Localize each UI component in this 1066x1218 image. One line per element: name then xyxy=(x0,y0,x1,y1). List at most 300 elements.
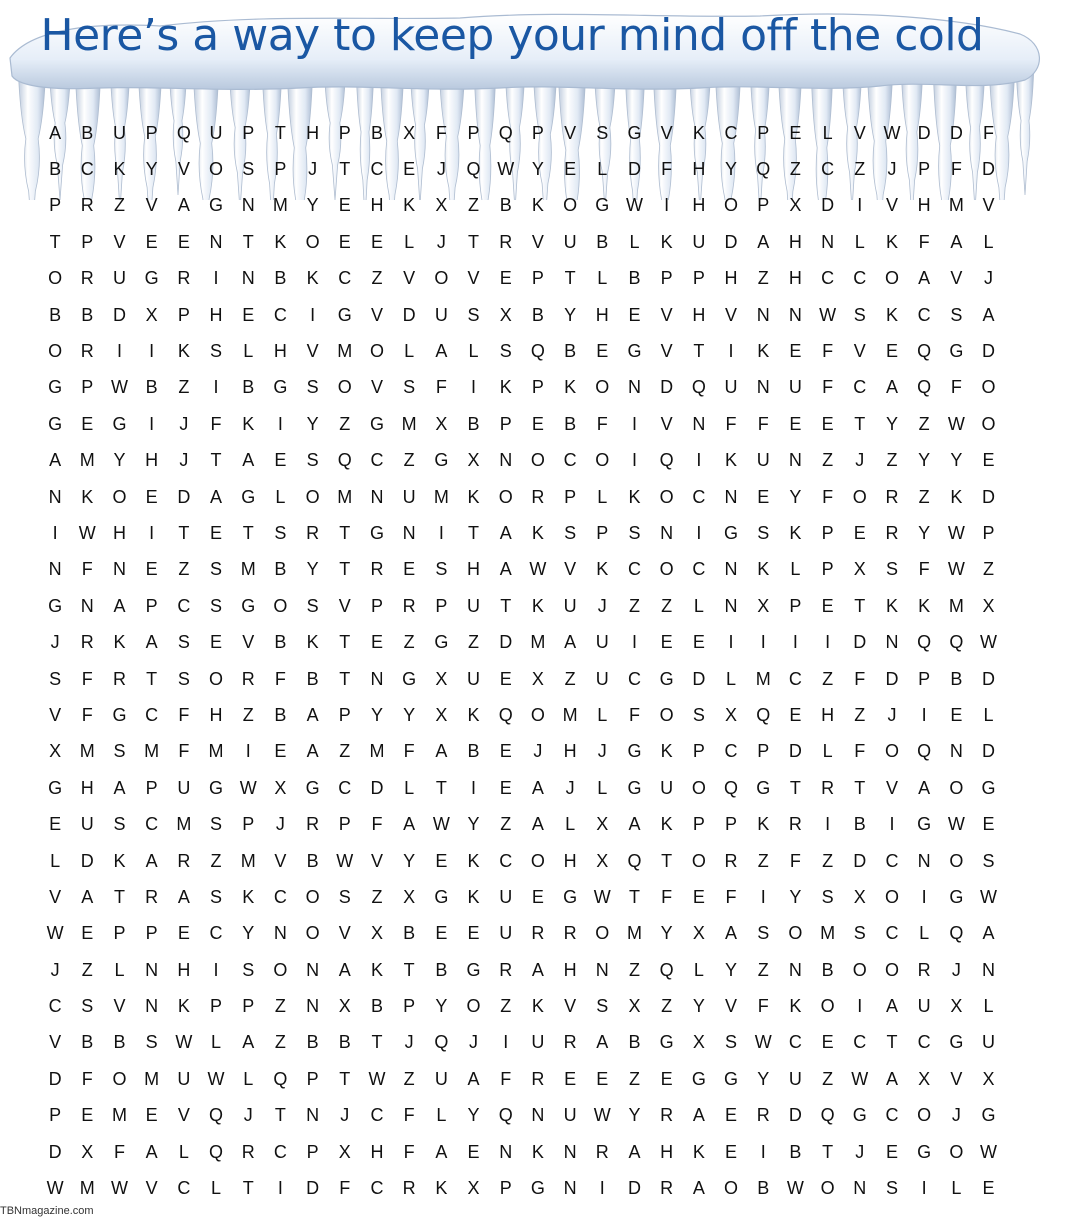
grid-letter[interactable]: L xyxy=(951,1178,962,1199)
grid-letter[interactable]: H xyxy=(177,959,191,980)
grid-letter[interactable]: C xyxy=(692,486,706,507)
grid-letter[interactable]: Y xyxy=(660,923,673,944)
grid-letter[interactable]: P xyxy=(499,1178,512,1199)
grid-letter[interactable]: P xyxy=(531,377,544,398)
grid-letter[interactable]: R xyxy=(402,595,416,616)
grid-letter[interactable]: N xyxy=(306,1105,320,1126)
grid-letter[interactable]: L xyxy=(983,704,994,725)
grid-letter[interactable]: K xyxy=(403,195,416,216)
grid-letter[interactable]: Y xyxy=(145,159,158,180)
grid-letter[interactable]: L xyxy=(597,777,608,798)
grid-letter[interactable]: M xyxy=(626,923,642,944)
grid-letter[interactable]: K xyxy=(113,632,126,653)
grid-letter[interactable]: Z xyxy=(628,1068,640,1089)
grid-letter[interactable]: O xyxy=(305,923,320,944)
grid-letter[interactable]: P xyxy=(338,704,351,725)
grid-letter[interactable]: P xyxy=(531,122,544,143)
grid-letter[interactable]: Y xyxy=(306,195,319,216)
grid-letter[interactable]: K xyxy=(113,159,126,180)
grid-letter[interactable]: T xyxy=(339,559,351,580)
grid-letter[interactable]: V xyxy=(145,1178,158,1199)
grid-letter[interactable]: V xyxy=(660,304,673,325)
grid-letter[interactable]: T xyxy=(435,777,447,798)
grid-letter[interactable]: B xyxy=(145,377,158,398)
grid-letter[interactable]: E xyxy=(564,1068,577,1089)
grid-letter[interactable]: K xyxy=(531,1141,544,1162)
grid-letter[interactable]: A xyxy=(531,814,544,835)
grid-letter[interactable]: T xyxy=(242,1178,254,1199)
grid-letter[interactable]: O xyxy=(273,959,288,980)
grid-letter[interactable]: T xyxy=(403,959,415,980)
grid-letter[interactable]: M xyxy=(337,486,353,507)
grid-letter[interactable]: R xyxy=(80,632,94,653)
grid-letter[interactable]: U xyxy=(982,1032,996,1053)
grid-letter[interactable]: Z xyxy=(178,377,190,398)
grid-letter[interactable]: P xyxy=(145,923,158,944)
grid-letter[interactable]: G xyxy=(112,704,127,725)
grid-letter[interactable]: O xyxy=(981,413,996,434)
grid-letter[interactable]: X xyxy=(499,304,512,325)
grid-letter[interactable]: X xyxy=(435,195,448,216)
grid-letter[interactable]: N xyxy=(370,486,384,507)
grid-letter[interactable]: E xyxy=(338,231,351,252)
grid-letter[interactable]: O xyxy=(852,959,867,980)
grid-letter[interactable]: Z xyxy=(757,850,769,871)
grid-letter[interactable]: B xyxy=(467,413,480,434)
grid-letter[interactable]: R xyxy=(885,486,899,507)
grid-letter[interactable]: A xyxy=(692,1105,705,1126)
grid-letter[interactable]: W xyxy=(497,159,515,180)
grid-letter[interactable]: N xyxy=(595,959,609,980)
grid-letter[interactable]: C xyxy=(370,1178,384,1199)
grid-letter[interactable]: O xyxy=(852,486,867,507)
grid-letter[interactable]: L xyxy=(404,341,415,362)
grid-letter[interactable]: L xyxy=(211,1178,222,1199)
grid-letter[interactable]: E xyxy=(885,1141,898,1162)
grid-letter[interactable]: P xyxy=(821,559,834,580)
grid-letter[interactable]: I xyxy=(438,522,444,543)
grid-letter[interactable]: X xyxy=(692,1032,705,1053)
grid-letter[interactable]: Y xyxy=(757,1068,770,1089)
grid-letter[interactable]: S xyxy=(49,668,62,689)
grid-letter[interactable]: T xyxy=(339,668,351,689)
grid-letter[interactable]: V xyxy=(370,377,383,398)
grid-letter[interactable]: G xyxy=(949,1032,964,1053)
grid-letter[interactable]: T xyxy=(854,413,866,434)
grid-letter[interactable]: N xyxy=(756,377,770,398)
grid-letter[interactable]: H xyxy=(692,304,706,325)
grid-letter[interactable]: Q xyxy=(498,704,513,725)
grid-letter[interactable]: E xyxy=(145,486,158,507)
grid-letter[interactable]: D xyxy=(788,1105,802,1126)
grid-letter[interactable]: O xyxy=(884,268,899,289)
grid-letter[interactable]: E xyxy=(789,704,802,725)
grid-letter[interactable]: O xyxy=(563,195,578,216)
grid-letter[interactable]: E xyxy=(210,632,223,653)
grid-letter[interactable]: Q xyxy=(917,377,932,398)
grid-letter[interactable]: F xyxy=(757,996,769,1017)
grid-letter[interactable]: C xyxy=(885,850,899,871)
grid-letter[interactable]: J xyxy=(951,1105,961,1126)
grid-letter[interactable]: V xyxy=(306,341,319,362)
grid-letter[interactable]: H xyxy=(306,122,320,143)
grid-letter[interactable]: E xyxy=(660,632,673,653)
grid-letter[interactable]: P xyxy=(918,159,931,180)
grid-letter[interactable]: O xyxy=(498,486,513,507)
grid-letter[interactable]: Z xyxy=(564,668,576,689)
grid-letter[interactable]: Z xyxy=(403,1068,415,1089)
grid-letter[interactable]: Y xyxy=(370,704,383,725)
grid-letter[interactable]: B xyxy=(113,1032,126,1053)
grid-letter[interactable]: R xyxy=(402,1178,416,1199)
grid-letter[interactable]: T xyxy=(822,1141,834,1162)
grid-letter[interactable]: F xyxy=(789,850,801,871)
grid-letter[interactable]: V xyxy=(177,1105,190,1126)
grid-letter[interactable]: W xyxy=(46,923,64,944)
grid-letter[interactable]: B xyxy=(338,1032,351,1053)
grid-letter[interactable]: O xyxy=(724,195,739,216)
grid-letter[interactable]: T xyxy=(178,522,190,543)
grid-letter[interactable]: T xyxy=(854,595,866,616)
grid-letter[interactable]: V xyxy=(885,195,898,216)
grid-letter[interactable]: E xyxy=(596,1068,609,1089)
grid-letter[interactable]: K xyxy=(531,595,544,616)
grid-letter[interactable]: S xyxy=(950,304,963,325)
grid-letter[interactable]: E xyxy=(499,777,512,798)
grid-letter[interactable]: P xyxy=(274,159,287,180)
grid-letter[interactable]: T xyxy=(693,341,705,362)
grid-letter[interactable]: R xyxy=(563,923,577,944)
grid-letter[interactable]: U xyxy=(499,923,513,944)
grid-letter[interactable]: M xyxy=(433,486,449,507)
grid-letter[interactable]: X xyxy=(982,595,995,616)
grid-letter[interactable]: P xyxy=(435,595,448,616)
grid-letter[interactable]: V xyxy=(338,923,351,944)
grid-letter[interactable]: O xyxy=(820,996,835,1017)
grid-letter[interactable]: F xyxy=(81,559,93,580)
grid-letter[interactable]: P xyxy=(789,595,802,616)
grid-letter[interactable]: C xyxy=(177,595,191,616)
grid-letter[interactable]: A xyxy=(435,1141,448,1162)
grid-letter[interactable]: V xyxy=(885,777,898,798)
grid-letter[interactable]: J xyxy=(50,959,60,980)
grid-letter[interactable]: X xyxy=(628,996,641,1017)
grid-letter[interactable]: U xyxy=(434,1068,448,1089)
grid-letter[interactable]: Q xyxy=(949,632,964,653)
grid-letter[interactable]: Y xyxy=(403,850,416,871)
grid-letter[interactable]: G xyxy=(724,1068,739,1089)
grid-letter[interactable]: E xyxy=(757,486,770,507)
grid-letter[interactable]: I xyxy=(116,341,122,362)
grid-letter[interactable]: A xyxy=(145,850,158,871)
grid-letter[interactable]: A xyxy=(628,1141,641,1162)
grid-letter[interactable]: A xyxy=(338,959,351,980)
grid-letter[interactable]: G xyxy=(563,886,578,907)
grid-letter[interactable]: E xyxy=(499,741,512,762)
grid-letter[interactable]: P xyxy=(757,195,770,216)
grid-letter[interactable]: A xyxy=(435,341,448,362)
grid-letter[interactable]: Q xyxy=(176,122,191,143)
grid-letter[interactable]: K xyxy=(306,632,319,653)
grid-letter[interactable]: F xyxy=(918,231,930,252)
grid-letter[interactable]: Q xyxy=(820,1105,835,1126)
grid-letter[interactable]: O xyxy=(595,450,610,471)
grid-letter[interactable]: S xyxy=(242,959,255,980)
grid-letter[interactable]: T xyxy=(274,1105,286,1126)
grid-letter[interactable]: K xyxy=(757,814,770,835)
grid-letter[interactable]: R xyxy=(563,1032,577,1053)
grid-letter[interactable]: U xyxy=(788,377,802,398)
grid-letter[interactable]: W xyxy=(593,886,611,907)
grid-letter[interactable]: M xyxy=(79,450,95,471)
grid-letter[interactable]: A xyxy=(145,1141,158,1162)
grid-letter[interactable]: B xyxy=(49,159,62,180)
grid-letter[interactable]: H xyxy=(692,159,706,180)
grid-letter[interactable]: T xyxy=(210,450,222,471)
grid-letter[interactable]: D xyxy=(982,341,996,362)
grid-letter[interactable]: R xyxy=(595,1141,609,1162)
grid-letter[interactable]: L xyxy=(50,850,61,871)
grid-letter[interactable]: P xyxy=(531,268,544,289)
grid-letter[interactable]: F xyxy=(81,668,93,689)
grid-letter[interactable]: Z xyxy=(661,996,673,1017)
grid-letter[interactable]: R xyxy=(80,195,94,216)
grid-letter[interactable]: E xyxy=(789,341,802,362)
grid-letter[interactable]: Z xyxy=(113,195,125,216)
grid-letter[interactable]: Z xyxy=(886,450,898,471)
grid-letter[interactable]: N xyxy=(563,1141,577,1162)
grid-letter[interactable]: U xyxy=(177,1068,191,1089)
grid-letter[interactable]: U xyxy=(595,632,609,653)
grid-letter[interactable]: O xyxy=(981,377,996,398)
grid-letter[interactable]: V xyxy=(403,268,416,289)
grid-letter[interactable]: X xyxy=(81,1141,94,1162)
grid-letter[interactable]: E xyxy=(853,522,866,543)
grid-letter[interactable]: L xyxy=(404,777,415,798)
grid-letter[interactable]: E xyxy=(177,231,190,252)
grid-letter[interactable]: X xyxy=(403,886,416,907)
grid-letter[interactable]: X xyxy=(918,1068,931,1089)
grid-letter[interactable]: R xyxy=(80,268,94,289)
grid-letter[interactable]: R xyxy=(917,959,931,980)
grid-letter[interactable]: J xyxy=(243,1105,253,1126)
grid-letter[interactable]: K xyxy=(467,704,480,725)
grid-letter[interactable]: G xyxy=(144,268,159,289)
grid-letter[interactable]: I xyxy=(760,632,766,653)
grid-letter[interactable]: L xyxy=(597,704,608,725)
grid-letter[interactable]: O xyxy=(659,559,674,580)
grid-letter[interactable]: B xyxy=(789,1141,802,1162)
grid-letter[interactable]: E xyxy=(596,341,609,362)
grid-letter[interactable]: U xyxy=(402,486,416,507)
grid-letter[interactable]: D xyxy=(402,304,416,325)
grid-letter[interactable]: L xyxy=(854,231,865,252)
grid-letter[interactable]: R xyxy=(177,850,191,871)
grid-letter[interactable]: W xyxy=(883,122,901,143)
grid-letter[interactable]: Z xyxy=(822,1068,834,1089)
grid-letter[interactable]: P xyxy=(692,268,705,289)
grid-letter[interactable]: W xyxy=(947,413,965,434)
grid-letter[interactable]: O xyxy=(305,886,320,907)
grid-letter[interactable]: I xyxy=(277,1178,283,1199)
grid-letter[interactable]: E xyxy=(628,304,641,325)
grid-letter[interactable]: S xyxy=(210,814,223,835)
grid-letter[interactable]: N xyxy=(499,1141,513,1162)
grid-letter[interactable]: X xyxy=(789,195,802,216)
grid-letter[interactable]: E xyxy=(950,704,963,725)
grid-letter[interactable]: S xyxy=(210,886,223,907)
grid-letter[interactable]: E xyxy=(177,923,190,944)
grid-letter[interactable]: K xyxy=(274,231,287,252)
grid-letter[interactable]: F xyxy=(403,1105,415,1126)
grid-letter[interactable]: K xyxy=(242,413,255,434)
grid-letter[interactable]: F xyxy=(403,741,415,762)
grid-letter[interactable]: J xyxy=(340,1105,350,1126)
grid-letter[interactable]: A xyxy=(177,886,190,907)
grid-letter[interactable]: L xyxy=(178,1141,189,1162)
grid-letter[interactable]: U xyxy=(756,450,770,471)
grid-letter[interactable]: I xyxy=(825,632,831,653)
grid-letter[interactable]: K xyxy=(531,996,544,1017)
grid-letter[interactable]: S xyxy=(725,1032,738,1053)
grid-letter[interactable]: Q xyxy=(917,741,932,762)
grid-letter[interactable]: E xyxy=(725,1105,738,1126)
grid-letter[interactable]: O xyxy=(434,268,449,289)
grid-letter[interactable]: J xyxy=(275,814,285,835)
grid-letter[interactable]: Y xyxy=(531,159,544,180)
grid-letter[interactable]: R xyxy=(660,1178,674,1199)
grid-letter[interactable]: E xyxy=(242,304,255,325)
grid-letter[interactable]: E xyxy=(210,522,223,543)
grid-letter[interactable]: V xyxy=(564,122,577,143)
grid-letter[interactable]: V xyxy=(467,268,480,289)
grid-letter[interactable]: H xyxy=(563,850,577,871)
grid-letter[interactable]: W xyxy=(947,814,965,835)
grid-letter[interactable]: Q xyxy=(209,1105,224,1126)
grid-letter[interactable]: H xyxy=(209,704,223,725)
grid-letter[interactable]: K xyxy=(531,195,544,216)
grid-letter[interactable]: W xyxy=(786,1178,804,1199)
grid-letter[interactable]: P xyxy=(210,996,223,1017)
grid-letter[interactable]: R xyxy=(660,1105,674,1126)
grid-letter[interactable]: U xyxy=(434,304,448,325)
grid-letter[interactable]: H xyxy=(821,704,835,725)
grid-letter[interactable]: E xyxy=(789,413,802,434)
grid-letter[interactable]: N xyxy=(80,595,94,616)
grid-letter[interactable]: B xyxy=(306,1032,319,1053)
grid-letter[interactable]: M xyxy=(369,741,385,762)
grid-letter[interactable]: X xyxy=(338,1141,351,1162)
grid-letter[interactable]: B xyxy=(49,304,62,325)
grid-letter[interactable]: P xyxy=(821,522,834,543)
grid-letter[interactable]: E xyxy=(81,1105,94,1126)
grid-letter[interactable]: T xyxy=(886,1032,898,1053)
grid-letter[interactable]: R xyxy=(788,814,802,835)
grid-letter[interactable]: Z xyxy=(403,632,415,653)
grid-letter[interactable]: C xyxy=(563,450,577,471)
grid-letter[interactable]: Z xyxy=(371,886,383,907)
grid-letter[interactable]: N xyxy=(949,741,963,762)
grid-letter[interactable]: B xyxy=(274,632,287,653)
grid-letter[interactable]: W xyxy=(947,522,965,543)
grid-letter[interactable]: N xyxy=(885,632,899,653)
grid-letter[interactable]: A xyxy=(49,122,62,143)
grid-letter[interactable]: R xyxy=(80,341,94,362)
grid-letter[interactable]: Z xyxy=(661,595,673,616)
grid-letter[interactable]: N xyxy=(756,304,770,325)
grid-letter[interactable]: Y xyxy=(692,996,705,1017)
grid-letter[interactable]: U xyxy=(467,595,481,616)
grid-letter[interactable]: F xyxy=(854,668,866,689)
grid-letter[interactable]: Y xyxy=(306,413,319,434)
grid-letter[interactable]: R xyxy=(499,959,513,980)
grid-letter[interactable]: F xyxy=(210,413,222,434)
grid-letter[interactable]: K xyxy=(628,486,641,507)
grid-letter[interactable]: K xyxy=(499,377,512,398)
grid-letter[interactable]: X xyxy=(435,413,448,434)
grid-letter[interactable]: E xyxy=(403,559,416,580)
grid-letter[interactable]: S xyxy=(338,886,351,907)
grid-letter[interactable]: H xyxy=(788,268,802,289)
grid-letter[interactable]: D xyxy=(917,122,931,143)
grid-letter[interactable]: H xyxy=(724,268,738,289)
grid-letter[interactable]: O xyxy=(949,777,964,798)
grid-letter[interactable]: W xyxy=(78,522,96,543)
grid-letter[interactable]: S xyxy=(145,1032,158,1053)
grid-letter[interactable]: A xyxy=(596,1032,609,1053)
grid-letter[interactable]: C xyxy=(370,159,384,180)
grid-letter[interactable]: O xyxy=(949,1141,964,1162)
grid-letter[interactable]: I xyxy=(792,632,798,653)
grid-letter[interactable]: F xyxy=(596,413,608,434)
grid-letter[interactable]: Y xyxy=(113,450,126,471)
grid-letter[interactable]: G xyxy=(48,777,63,798)
grid-letter[interactable]: L xyxy=(436,1105,447,1126)
grid-letter[interactable]: I xyxy=(213,959,219,980)
grid-letter[interactable]: N xyxy=(788,959,802,980)
grid-letter[interactable]: V xyxy=(725,304,738,325)
grid-letter[interactable]: R xyxy=(177,268,191,289)
grid-letter[interactable]: Y xyxy=(918,450,931,471)
grid-letter[interactable]: Z xyxy=(339,413,351,434)
grid-letter[interactable]: T xyxy=(500,595,512,616)
grid-letter[interactable]: H xyxy=(595,304,609,325)
grid-letter[interactable]: S xyxy=(210,559,223,580)
grid-letter[interactable]: E xyxy=(274,741,287,762)
grid-letter[interactable]: X xyxy=(435,668,448,689)
grid-letter[interactable]: V xyxy=(564,559,577,580)
grid-letter[interactable]: F xyxy=(178,741,190,762)
grid-letter[interactable]: I xyxy=(696,522,702,543)
grid-letter[interactable]: Q xyxy=(209,1141,224,1162)
grid-letter[interactable]: T xyxy=(339,632,351,653)
grid-letter[interactable]: B xyxy=(853,814,866,835)
grid-letter[interactable]: P xyxy=(113,923,126,944)
grid-letter[interactable]: E xyxy=(821,1032,834,1053)
grid-letter[interactable]: C xyxy=(853,377,867,398)
grid-letter[interactable]: L xyxy=(404,231,415,252)
grid-letter[interactable]: Z xyxy=(757,959,769,980)
grid-letter[interactable]: B xyxy=(403,923,416,944)
grid-letter[interactable]: X xyxy=(467,450,480,471)
grid-letter[interactable]: C xyxy=(145,814,159,835)
grid-letter[interactable]: Y xyxy=(950,450,963,471)
grid-letter[interactable]: O xyxy=(659,704,674,725)
grid-letter[interactable]: O xyxy=(530,704,545,725)
grid-letter[interactable]: S xyxy=(306,377,319,398)
grid-letter[interactable]: D xyxy=(499,632,513,653)
grid-letter[interactable]: L xyxy=(275,486,286,507)
